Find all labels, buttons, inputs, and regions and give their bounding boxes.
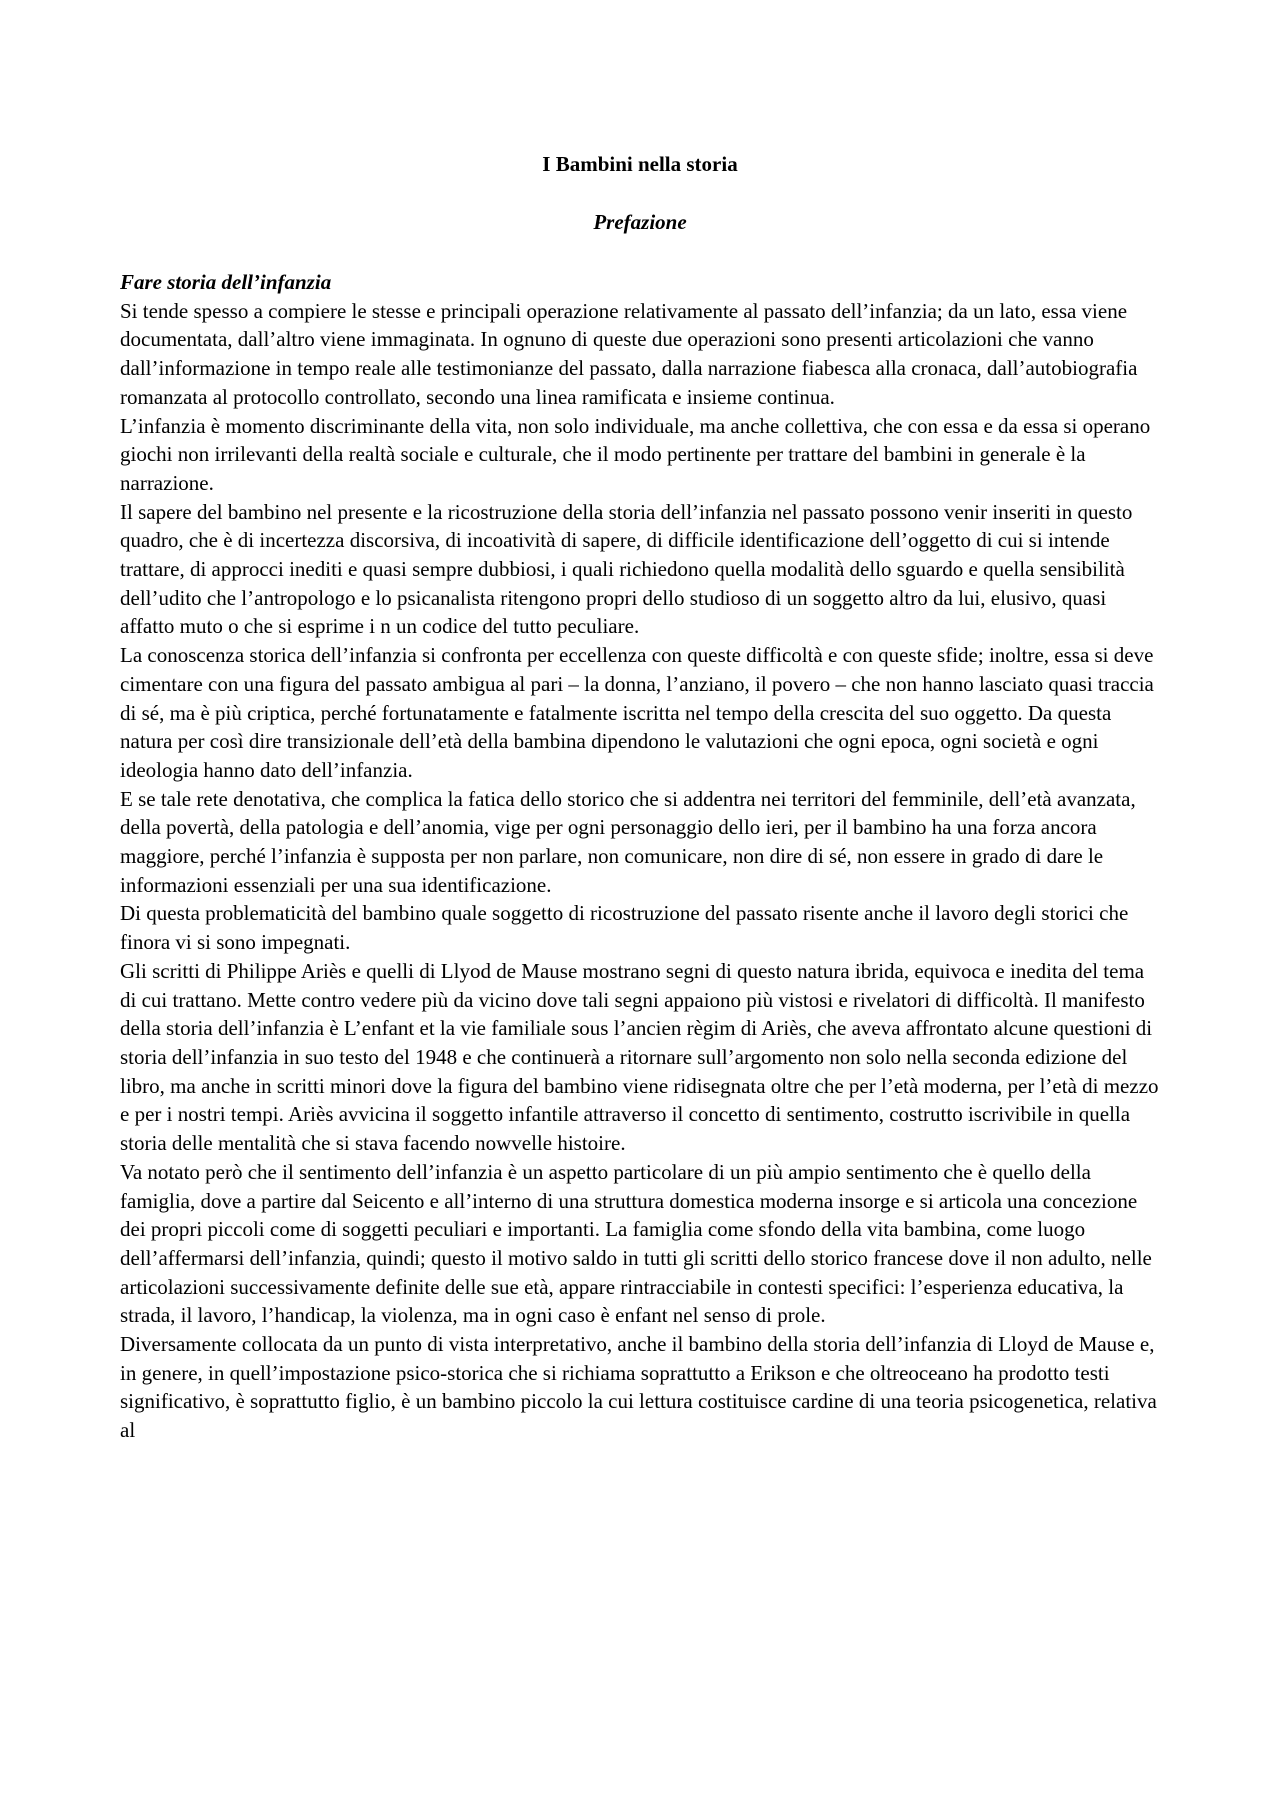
paragraph: Gli scritti di Philippe Ariès e quelli di Llyod de Mause mostrano segni di questo natura ibrida, equivoca e inedita del tema di cui trattano. Mette contro vedere più da vicino dove tali segni appaiono più vistosi e rivelatori di difficoltà. Il manifesto della storia dell’infanzia è L’enfant et la vie familiale sous l’ancien règim di Ariès, che aveva affrontato alcune questioni di storia dell’infanzia in suo testo del 1948 e che continuerà a ritornare sull’argomento non solo nella seconda edizione del libro, ma anche in scritti minori dove la figura del bambino viene ridisegnata oltre che per l’età moderna, per l’età di mezzo e per i nostri tempi. Ariès avvicina il soggetto infantile attraverso il concetto di sentimento, costrutto iscrivibile in quella storia delle mentalità che si stava facendo nowvelle histoire.: [120, 958, 1159, 1156]
document-title: I Bambini nella storia: [542, 152, 738, 176]
section-heading: Fare storia dell’infanzia: [120, 270, 332, 294]
paragraph: Il sapere del bambino nel presente e la ricostruzione della storia dell’infanzia nel passato possono venir inseriti in questo quadro, che è di incertezza discorsiva, di incoatività di sapere, di difficile identificazione dell’oggetto di cui si intende trattare, di approcci inediti e quasi sempre dubbiosi, i quali richiedono quella modalità dello sguardo e quella sensibilità dell’udito che l’antropologo e lo psicanalista ritengono propri dello studioso di un soggetto altro da lui, elusivo, quasi affatto muto o che si esprime i n un codice del tutto peculiare.: [120, 499, 1133, 639]
paragraph: La conoscenza storica dell’infanzia si confronta per eccellenza con queste difficoltà e con queste sfide; inoltre, essa si deve cimentare con una figura del passato ambigua al pari – la donna, l’anziano, il povero – che non hanno lasciato quasi traccia di sé, ma è più criptica, perché fortunatamente e fatalmente iscritta nel tempo della crescita del suo oggetto. Da questa natura per così dire transizionale dell’età della bambina dipendono le valutazioni che ogni epoca, ogni società e ogni ideologia hanno dato dell’infanzia.: [120, 643, 1154, 782]
document-body: [120, 268, 1165, 1445]
paragraph: L’infanzia è momento discriminante della vita, non solo individuale, ma anche collettiva, che con essa e da essa si operano giochi non irrilevanti della realtà sociale e culturale, che il modo pertinente per trattare del bambini in generale è la narrazione.: [120, 413, 1151, 495]
paragraph: Va notato però che il sentimento dell’infanzia è un aspetto particolare di un più ampio sentimento che è quello della famiglia, dove a partire dal Seicento e all’interno di una struttura domestica moderna insorge e si articola una concezione dei propri piccoli come di soggetti peculiari e importanti. La famiglia come sfondo della vita bambina, come luogo dell’affermarsi dell’infanzia, quindi; questo il motivo saldo in tutti gli scritti dello storico francese dove il non adulto, nelle articolazioni successivamente definite delle sue età, appare rintracciabile in contesti specifici: l’esperienza educativa, la strada, il lavoro, l’handicap, la violenza, ma in ogni caso è enfant nel senso di prole.: [120, 1159, 1152, 1328]
paragraph: E se tale rete denotativa, che complica la fatica dello storico che si addentra nei territori del femminile, dell’età avanzata, della povertà, della patologia e dell’anomia, vige per ogni personaggio dello ieri, per il bambino ha una forza ancora maggiore, perché l’infanzia è supposta per non parlare, non comunicare, non dire di sé, non essere in grado di dare le informazioni essenziali per una sua identificazione.: [120, 786, 1136, 897]
paragraph: Si tende spesso a compiere le stesse e principali operazione relativamente al passato dell’infanzia; da un lato, essa viene documentata, dall’altro viene immaginata. In ognuno di queste due operazioni sono presenti articolazioni che vanno dall’informazione in tempo reale alle testimonianze del passato, dalla narrazione fiabesca alla cronaca, dall’autobiografia romanzata al protocollo controllato, secondo una linea ramificata e insieme continua.: [120, 298, 1138, 409]
paragraph: Diversamente collocata da un punto di vista interpretativo, anche il bambino della storia dell’infanzia di Lloyd de Mause e, in genere, in quell’impostazione psico-storica che si richiama soprattutto a Erikson e che oltreoceano ha prodotto testi significativo, è soprattutto figlio, è un bambino piccolo la cui lettura costituisce cardine di una teoria psicogenetica, relativa al: [120, 1332, 1157, 1443]
document-subtitle: Prefazione: [593, 210, 687, 234]
paragraph: Di questa problematicità del bambino quale soggetto di ricostruzione del passato risente anche il lavoro degli storici che finora vi si sono impegnati.: [120, 901, 1129, 955]
